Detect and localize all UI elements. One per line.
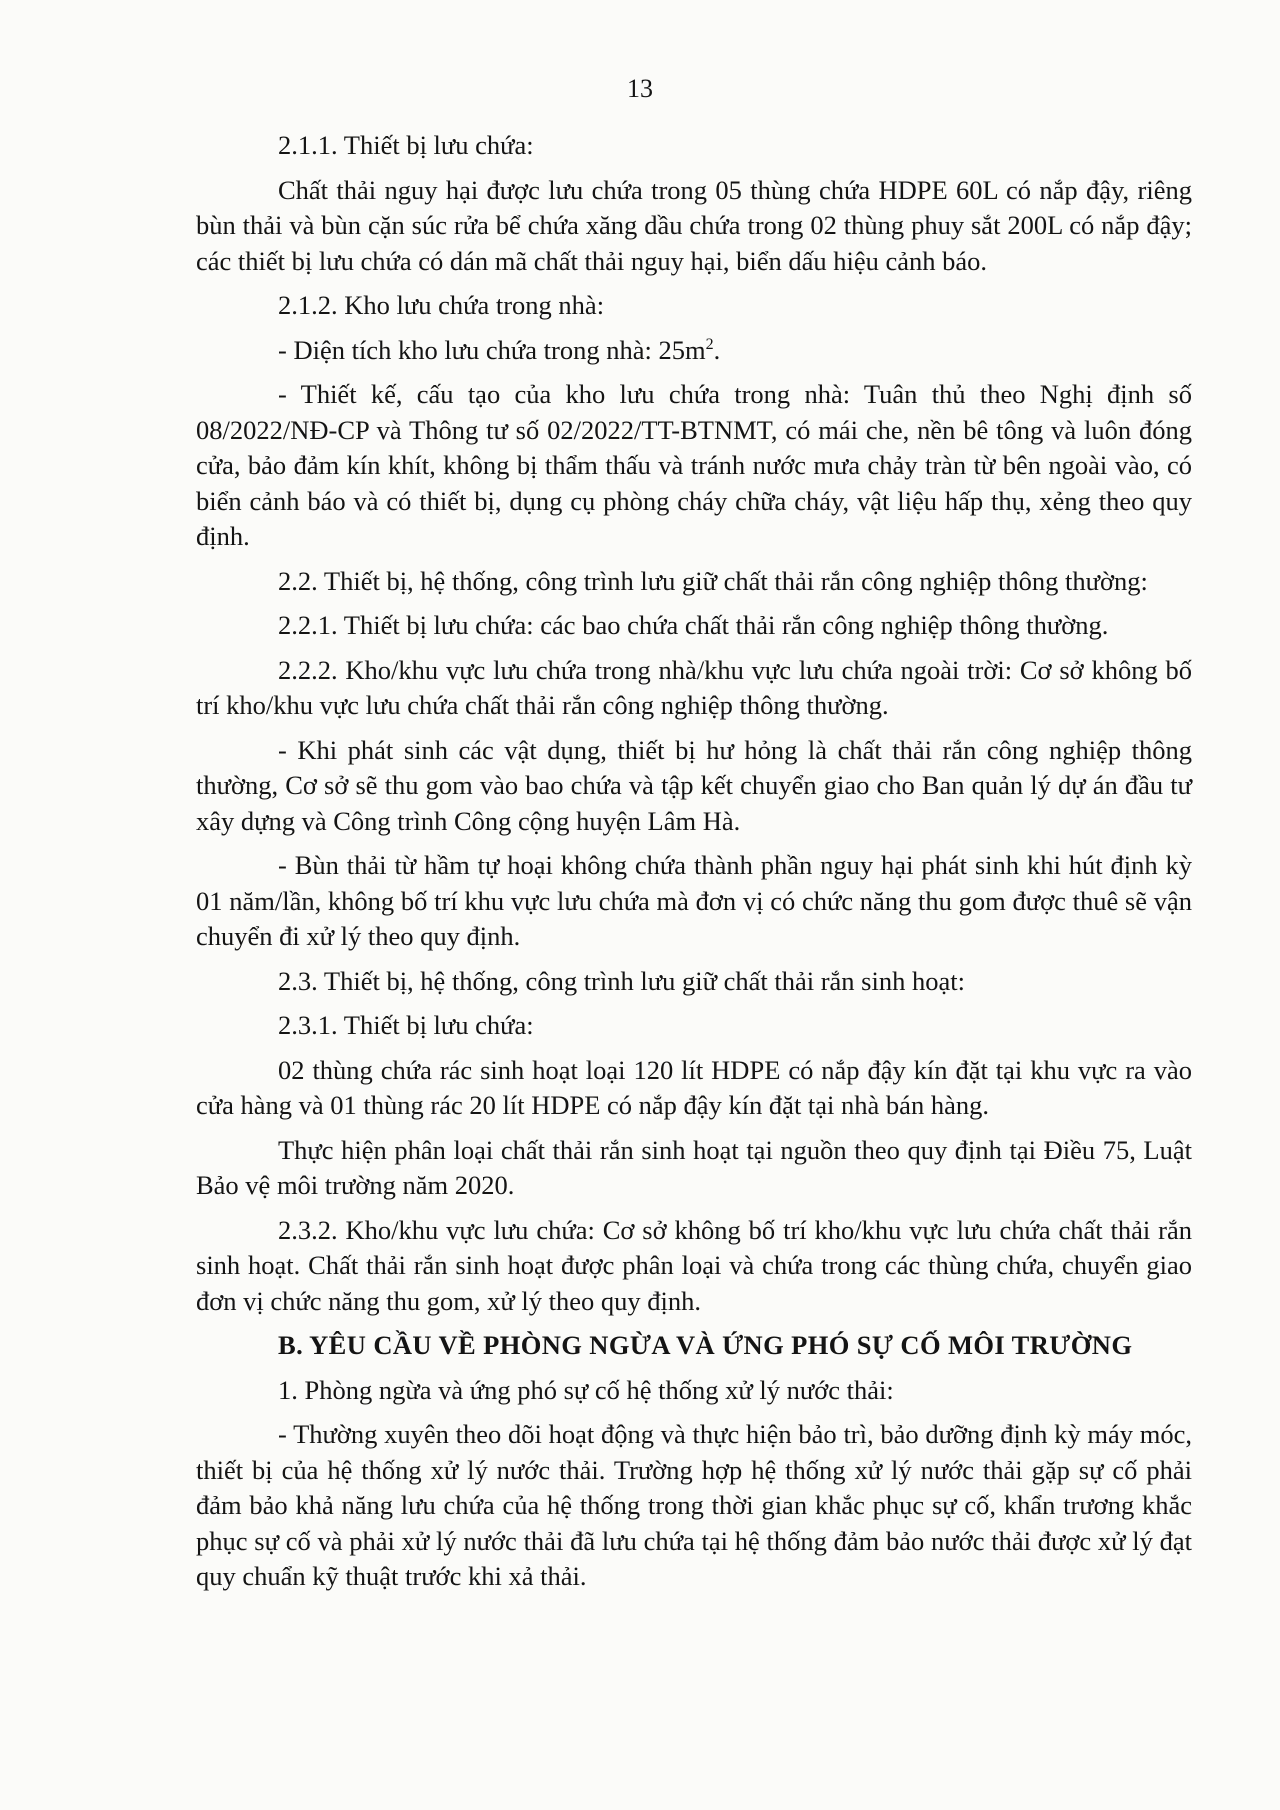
paragraph-text: - Thường xuyên theo dõi hoạt động và thực hiện bảo trì, bảo dưỡng định kỳ máy móc, thiết bị của hệ thống xử lý nước thải. Trường hợp hệ thống xử lý nước thải gặp sự cố phải đảm bảo khả năng lưu chứa của hệ thống trong thời gian khắc phục sự cố, khẩn trương khắc phục sự cố và phải xử lý nước thải đã lưu chứa tại hệ thống đảm bảo nước thải được xử lý đạt quy chuẩn kỹ thuật trước khi xả thải. (196, 1419, 1192, 1591)
paragraph (196, 608, 1192, 644)
paragraph-text: 2.2. Thiết bị, hệ thống, công trình lưu giữ chất thải rắn công nghiệp thông thường: (278, 565, 1148, 596)
paragraph-text: 1. Phòng ngừa và ứng phó sự cố hệ thống xử lý nước thải: (278, 1374, 894, 1405)
paragraph-text: 2.2.2. Kho/khu vực lưu chứa trong nhà/khu vực lưu chứa ngoài trời: Cơ sở không bố trí kho/khu vực lưu chứa chất thải rắn công nghiệp thông thường. (196, 654, 1192, 720)
paragraph-text: 2.1.2. Kho lưu chứa trong nhà: (278, 290, 605, 320)
paragraph-text: 02 thùng chứa rác sinh hoạt loại 120 lít HDPE có nắp đậy kín đặt tại khu vực ra vào cửa hàng và 01 thùng rác 20 lít HDPE có nắp đậy kín đặt tại nhà bán hàng. (196, 1054, 1192, 1120)
paragraph-text: 2.3.2. Kho/khu vực lưu chứa: Cơ sở không bố trí kho/khu vực lưu chứa chất thải rắn sinh hoạt. Chất thải rắn sinh hoạt được phân loại và chứa trong các thùng chứa, chuyển giao đơn vị chức năng thu gom, xử lý theo quy định. (196, 1214, 1192, 1316)
paragraph (196, 964, 1192, 1000)
paragraph-text: B. YÊU CẦU VỀ PHÒNG NGỪA VÀ ỨNG PHÓ SỰ CỐ MÔI TRƯỜNG (278, 1330, 1133, 1360)
paragraph (196, 653, 1192, 724)
paragraph (196, 1008, 1192, 1044)
paragraph (196, 1053, 1192, 1124)
paragraph (196, 128, 1192, 164)
paragraph-text: 2.2.1. Thiết bị lưu chứa: các bao chứa chất thải rắn công nghiệp thông thường. (278, 610, 1109, 640)
paragraph-text: - Diện tích kho lưu chứa trong nhà: 25m (278, 334, 706, 365)
paragraph (196, 1213, 1192, 1320)
paragraph-text: 2.1.1. Thiết bị lưu chứa: (278, 130, 534, 160)
paragraph (196, 1373, 1192, 1409)
superscript: 2 (705, 335, 714, 353)
paragraph (196, 377, 1192, 555)
paragraph-text: Chất thải nguy hại được lưu chứa trong 05 thùng chứa HDPE 60L có nắp đậy, riêng bùn thải và bùn cặn súc rửa bể chứa xăng dầu chứa trong 02 thùng phuy sắt 200L có nắp đậy; các thiết bị lưu chứa có dán mã chất thải nguy hại, biển dấu hiệu cảnh báo. (196, 174, 1192, 276)
paragraph-suffix: . (713, 334, 721, 365)
paragraph-text: 2.3.1. Thiết bị lưu chứa: (278, 1010, 534, 1040)
paragraph-text: Thực hiện phân loại chất thải rắn sinh hoạt tại nguồn theo quy định tại Điều 75, Luật Bảo vệ môi trường năm 2020. (196, 1134, 1192, 1200)
paragraph-text: - Bùn thải từ hầm tự hoại không chứa thành phần nguy hại phát sinh khi hút định kỳ 01 năm/lần, không bố trí khu vực lưu chứa mà đơn vị có chức năng thu gom được thuê sẽ vận chuyển đi xử lý theo quy định. (196, 850, 1192, 951)
paragraph (196, 173, 1192, 280)
paragraph (196, 733, 1192, 840)
paragraph-text: 2.3. Thiết bị, hệ thống, công trình lưu giữ chất thải rắn sinh hoạt: (278, 965, 965, 996)
paragraph (196, 564, 1192, 600)
paragraph (196, 1133, 1192, 1204)
paragraph (196, 288, 1192, 324)
section-heading (196, 1328, 1192, 1364)
paragraph-text: - Thiết kế, cấu tạo của kho lưu chứa trong nhà: Tuân thủ theo Nghị định số 08/2022/NĐ-CP và Thông tư số 02/2022/TT-BTNMT, có mái che, nền bê tông và luôn đóng cửa, bảo đảm kín khít, không bị thẩm thấu và tránh nước mưa chảy tràn từ bên ngoài vào, có biển cảnh báo và có thiết bị, dụng cụ phòng cháy chữa cháy, vật liệu hấp thụ, xẻng theo quy định. (196, 379, 1192, 551)
page-number: 13 (627, 74, 653, 103)
paragraph (196, 848, 1192, 955)
paragraph (196, 1417, 1192, 1595)
document-body (196, 128, 1192, 1604)
paragraph (196, 333, 1192, 369)
paragraph-text: - Khi phát sinh các vật dụng, thiết bị hư hỏng là chất thải rắn công nghiệp thông thường, Cơ sở sẽ thu gom vào bao chứa và tập kết chuyển giao cho Ban quản lý dự án đầu tư xây dựng và Công trình Công cộng huyện Lâm Hà. (196, 734, 1192, 836)
